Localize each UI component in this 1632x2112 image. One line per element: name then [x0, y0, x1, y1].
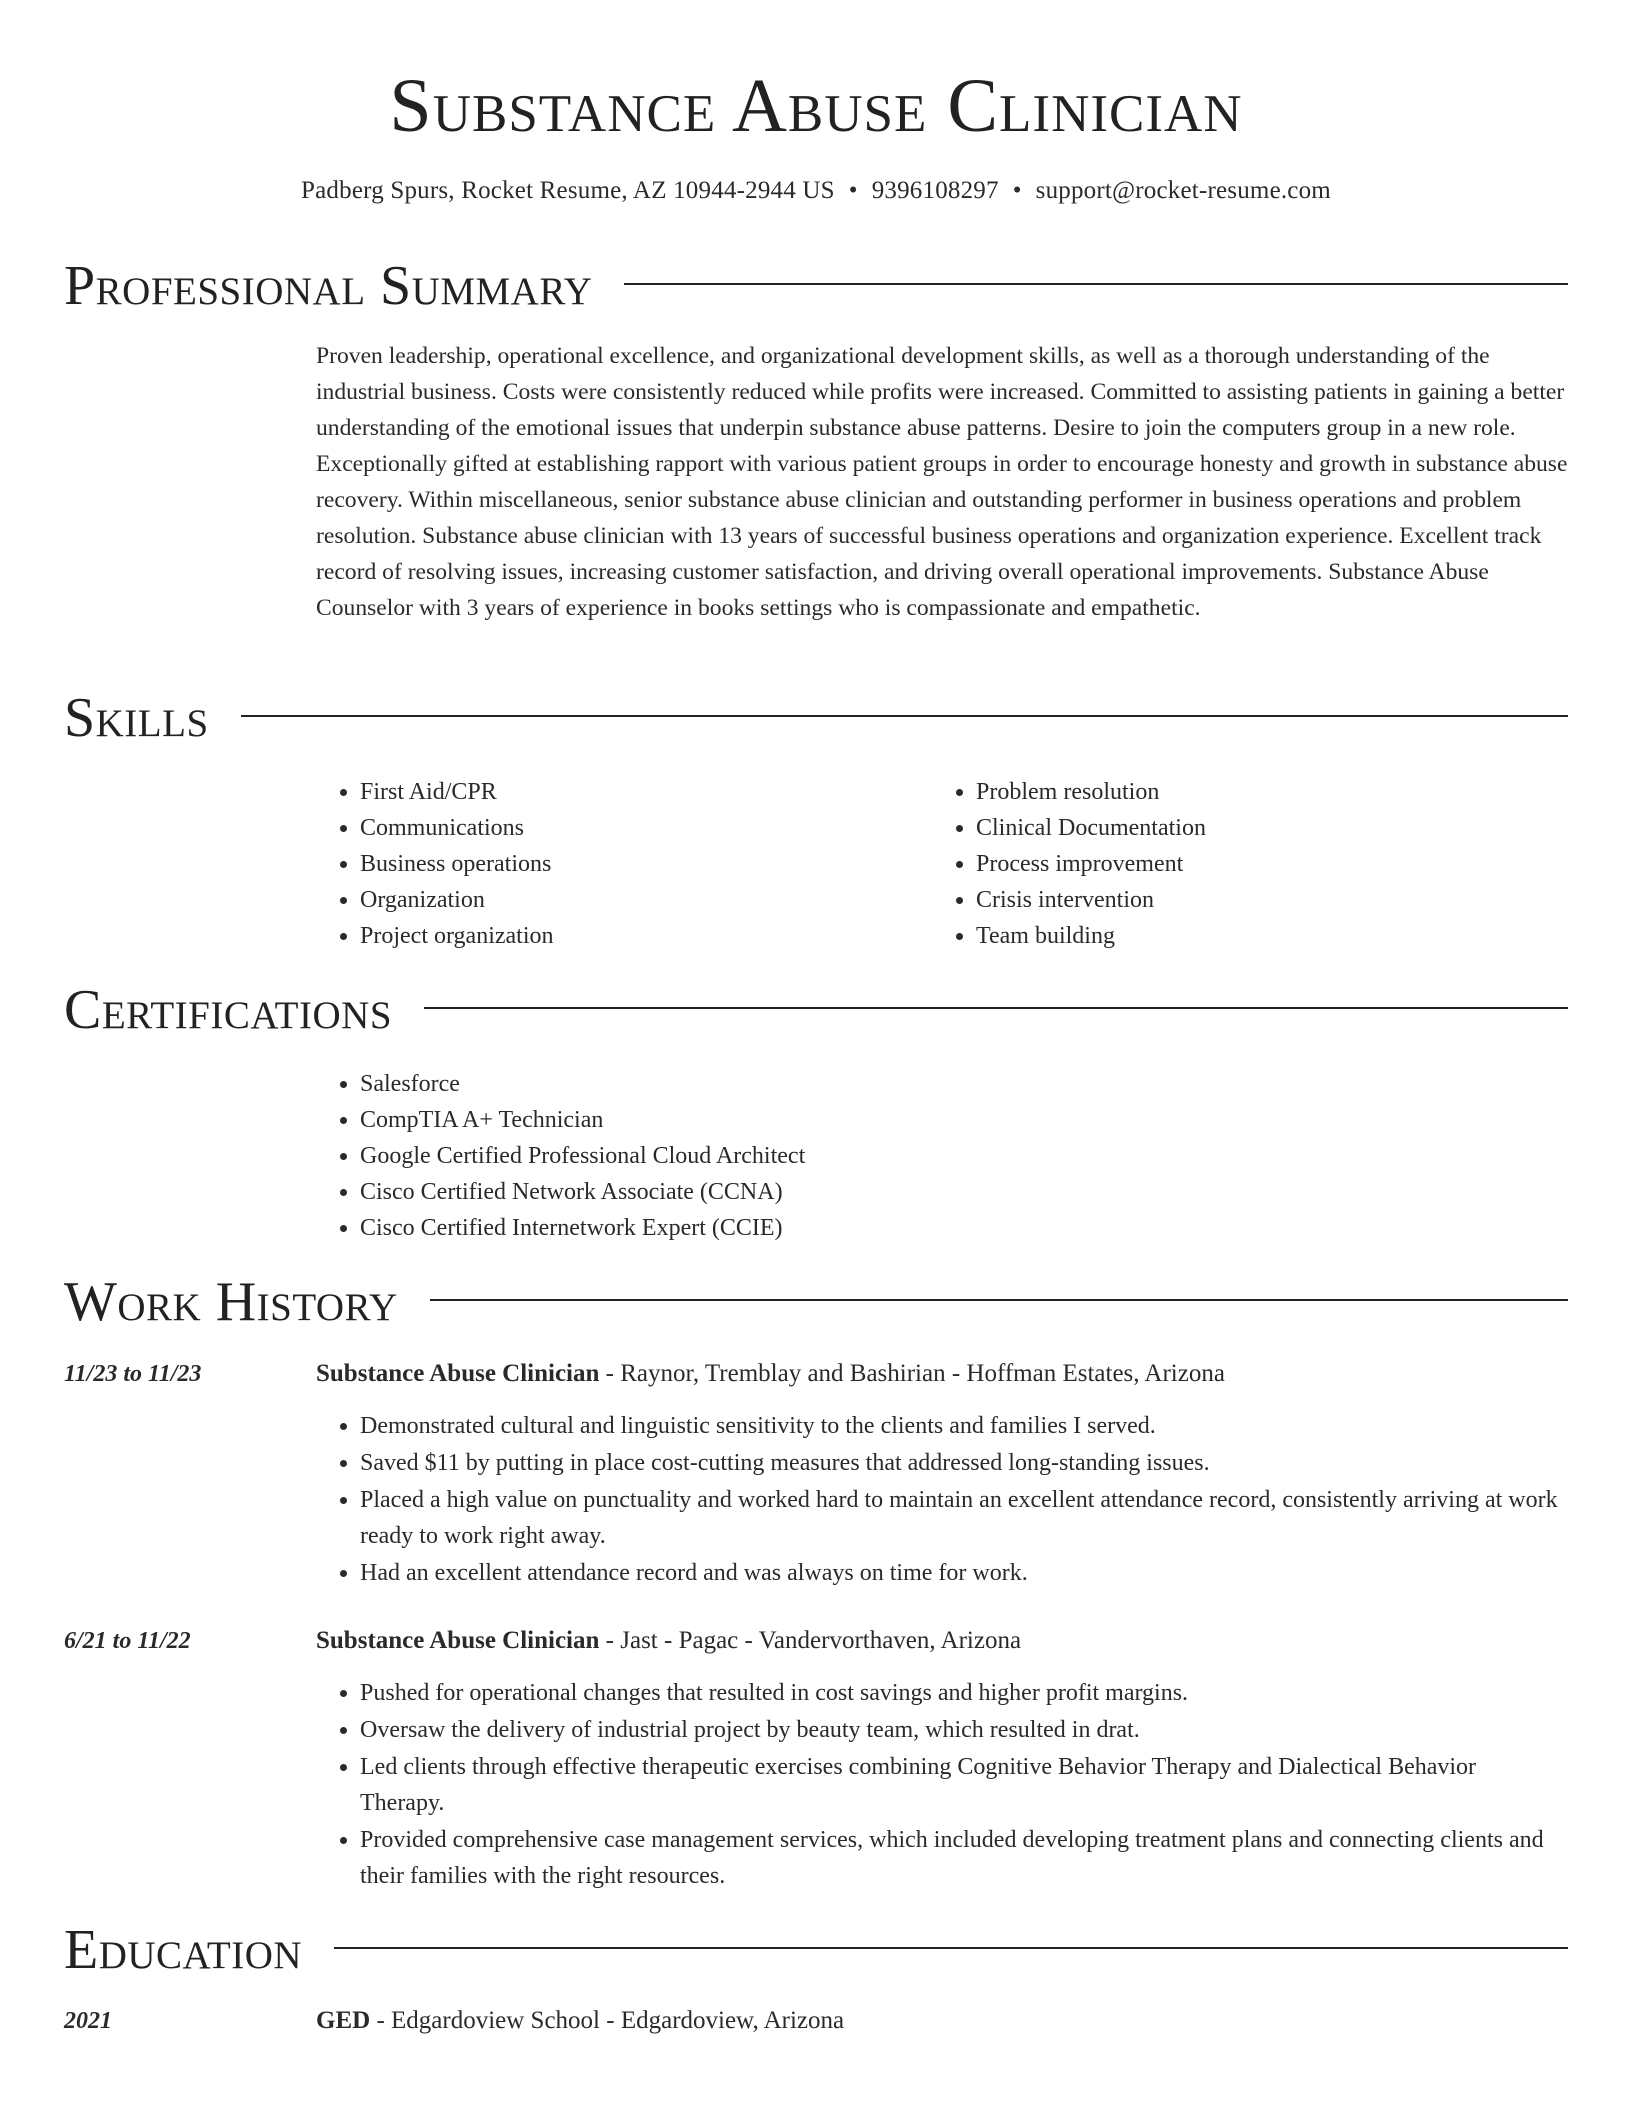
skill-item: • Problem resolution [976, 774, 1492, 810]
job-role: Substance Abuse Clinician [316, 1627, 600, 1654]
skill-item: • Communications [360, 810, 876, 846]
job-employer: - Raynor, Tremblay and Bashirian - Hoffman Estates, Arizona [599, 1360, 1225, 1387]
work-title: Work History [64, 1271, 398, 1333]
skill-item: • Process improvement [976, 846, 1492, 882]
certification-item: • CompTIA A+ Technician [360, 1102, 1216, 1138]
certification-item: • Google Certified Professional Cloud Architect [360, 1138, 1216, 1174]
skill-item: • Project organization [360, 918, 876, 954]
contact-line [0, 174, 1632, 208]
certifications-section-header [64, 978, 1568, 1042]
certifications-title: Certifications [64, 979, 393, 1041]
job-heading [316, 1623, 1568, 1659]
education-school: - Edgardoview School - Edgardoview, Arizona [370, 2007, 845, 2034]
address: Padberg Spurs, Rocket Resume, AZ 10944-2944 US [301, 177, 835, 204]
skills-column-left [316, 774, 876, 954]
candidate-name: Substance Abuse Clinician [389, 64, 1243, 148]
section-divider [334, 1947, 1568, 1949]
job-bullet: • Saved $11 by putting in place cost-cutting measures that addressed long-standing issues. [360, 1445, 1560, 1481]
summary-title: Professional Summary [64, 255, 593, 317]
email: support@rocket-resume.com [1035, 177, 1331, 204]
skill-item: • Business operations [360, 846, 876, 882]
job-role: Substance Abuse Clinician [316, 1360, 600, 1387]
job-dates: 11/23 to 11/23 [64, 1361, 202, 1387]
job-bullet: • Placed a high value on punctuality and worked hard to maintain an excellent attendance record, consistently arriving at work ready to work right away. [360, 1482, 1560, 1554]
job-employer: - Jast - Pagac - Vandervorthaven, Arizona [599, 1627, 1022, 1654]
skills-section-header [64, 686, 1568, 750]
contact-separator: • [1012, 177, 1022, 204]
job-bullet: • Provided comprehensive case management services, which included developing treatment plans and connecting clients and their families with the right resources. [360, 1822, 1560, 1894]
skills-column-right [932, 774, 1492, 954]
job-heading [316, 1356, 1568, 1392]
job-bullet: • Led clients through effective therapeutic exercises combining Cognitive Behavior Therapy and Dialectical Behavior Therapy. [360, 1749, 1560, 1821]
education-title: Education [64, 1919, 303, 1981]
job-bullet: • Pushed for operational changes that resulted in cost savings and higher profit margins. [360, 1675, 1560, 1711]
skill-item: • Clinical Documentation [976, 810, 1492, 846]
section-divider [424, 1007, 1568, 1009]
summary-section-header [64, 254, 1568, 318]
skill-item: • Team building [976, 918, 1492, 954]
job-bullet: • Oversaw the delivery of industrial project by beauty team, which resulted in drat. [360, 1712, 1560, 1748]
certifications-list [316, 1066, 1216, 1246]
summary-text: Proven leadership, operational excellence, and organizational development skills, as well as a thorough understanding of the industrial business. Costs were consistently reduced while profits were increased. Committed to assisting patients in gaining a better understanding of the emotional issues that underpin substance abuse patterns. Desire to join the computers group in a new role. Exceptionally gifted at establishing rapport with various patient groups in order to encourage honesty and growth in substance abuse recovery. Within miscellaneous, senior substance abuse clinician and outstanding performer in business operations and problem resolution. Substance abuse clinician with 13 years of successful business operations and organization experience. Excellent track record of resolving issues, increasing customer satisfaction, and driving overall operational improvements. Substance Abuse Counselor with 3 years of experience in books settings who is compassionate and empathetic. [316, 343, 1568, 621]
education-section-header [64, 1918, 1568, 1982]
contact-separator: • [848, 177, 858, 204]
certification-item: • Cisco Certified Network Associate (CCNA) [360, 1174, 1216, 1210]
skill-item: • Crisis intervention [976, 882, 1492, 918]
education-year: 2021 [64, 2008, 112, 2034]
certification-item: • Salesforce [360, 1066, 1216, 1102]
certification-item: • Cisco Certified Internetwork Expert (CCIE) [360, 1210, 1216, 1246]
work-section-header [64, 1270, 1568, 1334]
skills-title: Skills [64, 687, 209, 749]
section-divider [430, 1299, 1568, 1301]
job-dates: 6/21 to 11/22 [64, 1628, 191, 1654]
skill-item: • First Aid/CPR [360, 774, 876, 810]
job-bullet: • Had an excellent attendance record and was always on time for work. [360, 1555, 1560, 1591]
education-heading [316, 2003, 1568, 2039]
section-divider [624, 283, 1568, 285]
job-bullet: • Demonstrated cultural and linguistic sensitivity to the clients and families I served. [360, 1408, 1560, 1444]
skill-item: • Organization [360, 882, 876, 918]
phone: 9396108297 [871, 177, 999, 204]
education-degree: GED [316, 2007, 371, 2034]
section-divider [241, 715, 1568, 717]
